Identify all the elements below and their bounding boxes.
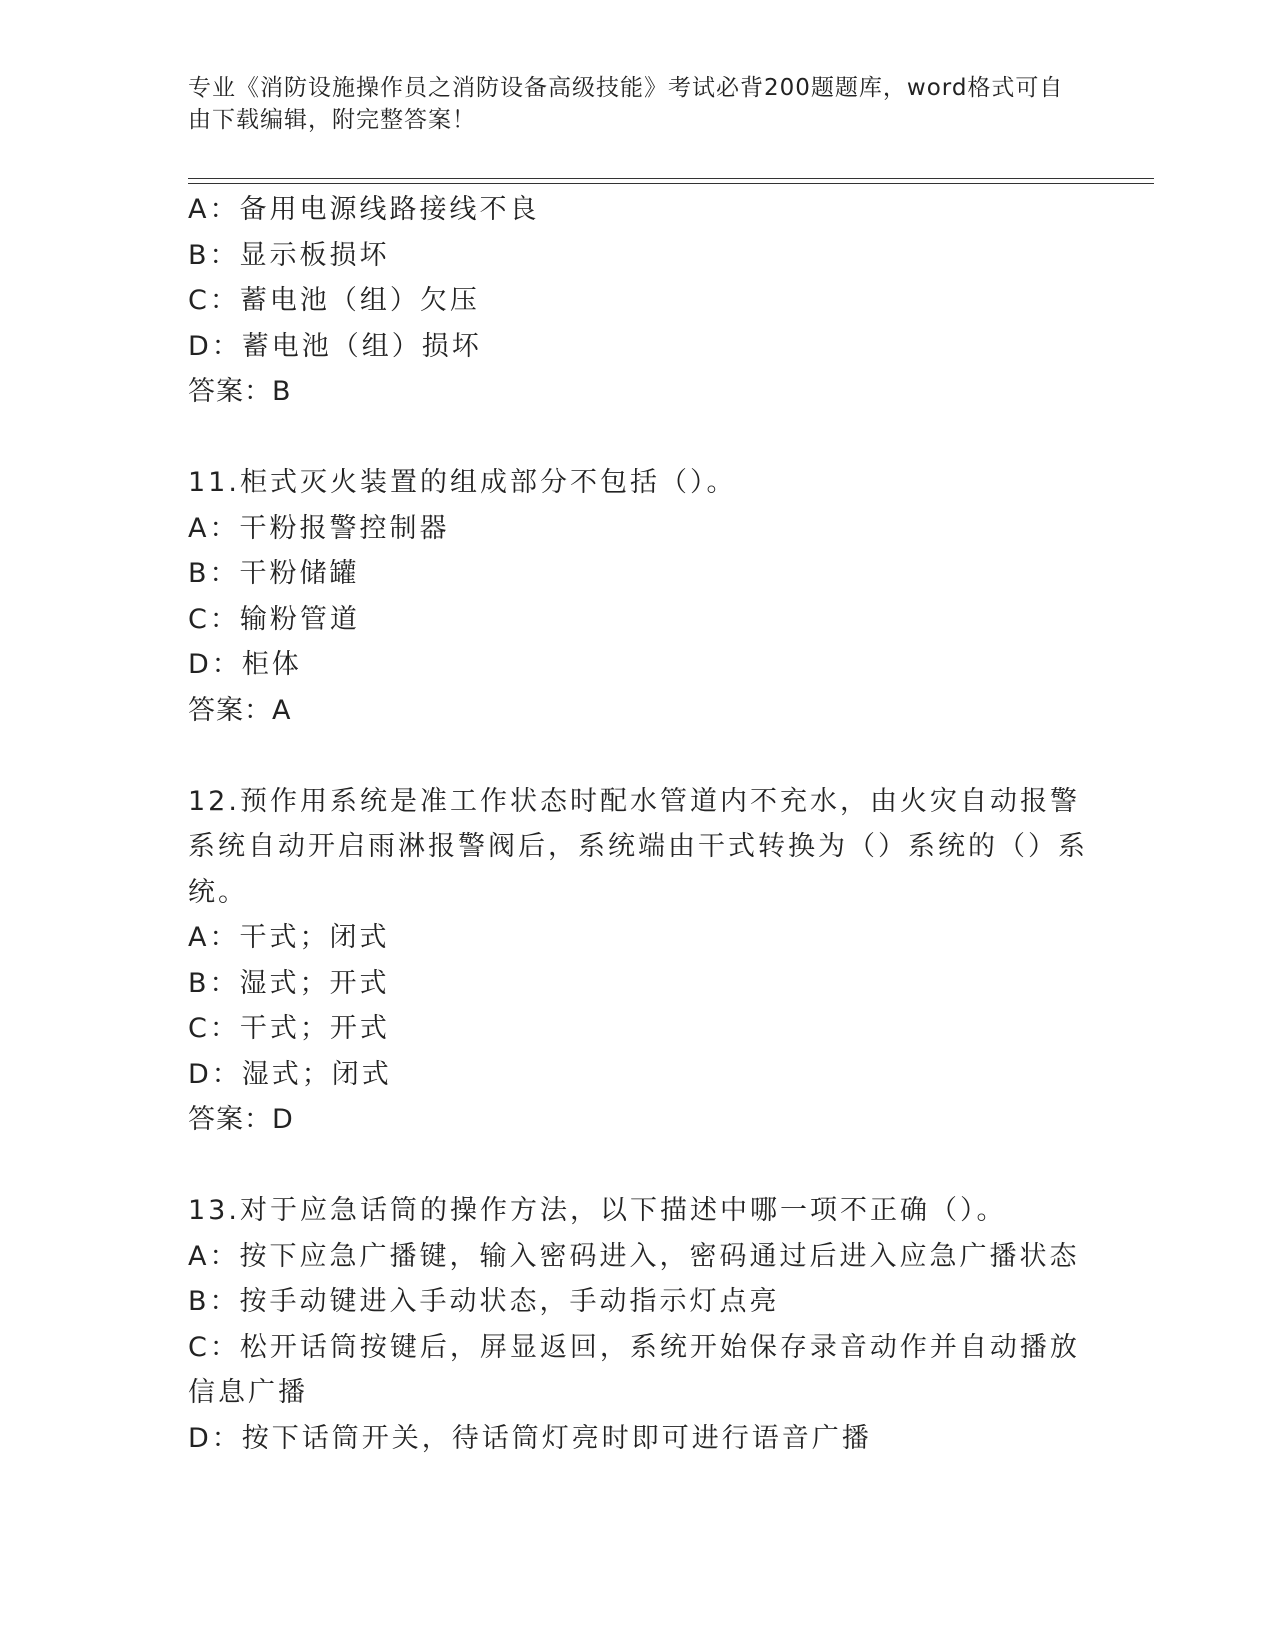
answer-label: 答案：B <box>188 376 292 407</box>
option-c: C：干式；开式 <box>188 1013 390 1044</box>
header-divider-top <box>188 178 1154 179</box>
option-c: C：松开话筒按键后，屏显返回，系统开始保存录音动作并自动播放信息广播 <box>188 1331 1080 1408</box>
question-11 <box>188 460 1088 733</box>
question-12 <box>188 779 1088 1143</box>
option-b: B：按手动键进入手动状态，手动指示灯点亮 <box>188 1286 780 1317</box>
option-c: C：输粉管道 <box>188 603 360 635</box>
spacer <box>188 415 1088 461</box>
document-header: 专业《消防设施操作员之消防设备高级技能》考试必背200题题库，word格式可自由下载编辑，附完整答案！ <box>188 75 1064 133</box>
answer-label: 答案：A <box>188 694 292 726</box>
option-b: B：显示板损坏 <box>188 239 390 271</box>
header-divider-bottom <box>188 183 1154 184</box>
option-a: A：干粉报警控制器 <box>188 512 450 544</box>
option-d: D：湿式；闭式 <box>188 1058 392 1090</box>
option-c: C：蓄电池（组）欠压 <box>188 285 480 316</box>
spacer <box>188 733 1088 779</box>
option-b: B：干粉储罐 <box>188 558 360 589</box>
question-13 <box>188 1188 1088 1461</box>
partial-question <box>188 187 1088 415</box>
option-b: B：湿式；开式 <box>188 967 390 999</box>
option-d: D：按下话筒开关，待话筒灯亮时即可进行语音广播 <box>188 1422 872 1454</box>
question-list <box>188 187 1088 1461</box>
option-d: D：蓄电池（组）损坏 <box>188 330 482 362</box>
question-stem: 11.柜式灭火装置的组成部分不包括（）。 <box>188 467 737 498</box>
option-a: A：按下应急广播键，输入密码进入，密码通过后进入应急广播状态 <box>188 1240 1080 1272</box>
option-a: A：干式；闭式 <box>188 922 390 953</box>
option-a: A：备用电源线路接线不良 <box>188 194 540 225</box>
option-d: D：柜体 <box>188 649 302 680</box>
spacer <box>188 1143 1088 1189</box>
answer-label: 答案：D <box>188 1104 294 1135</box>
question-stem: 13.对于应急话筒的操作方法，以下描述中哪一项不正确（）。 <box>188 1195 1007 1226</box>
question-stem: 12.预作用系统是准工作状态时配水管道内不充水，由火灾自动报警系统自动开启雨淋报警阀后，系统端由干式转换为（）系统的（）系统。 <box>188 785 1088 908</box>
